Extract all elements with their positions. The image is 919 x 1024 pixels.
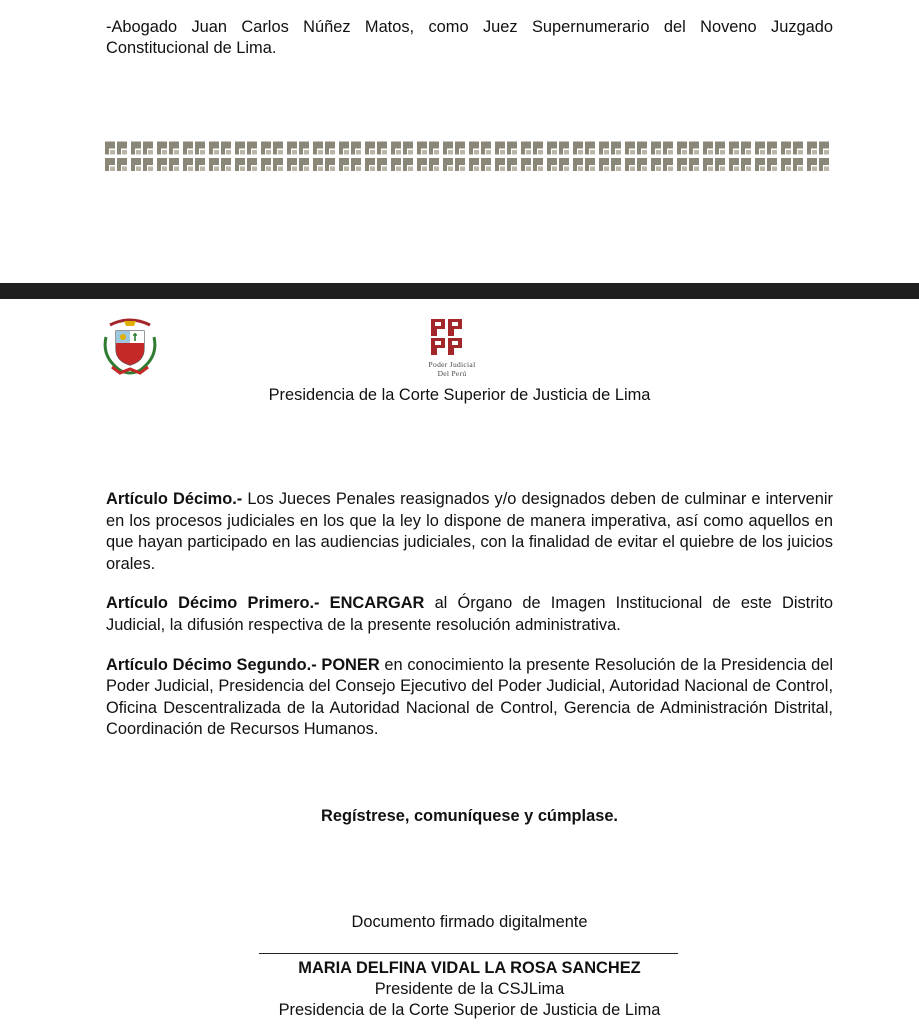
signature-line: [259, 953, 678, 954]
article-label: Artículo Décimo Primero.-: [106, 594, 320, 613]
coat-of-arms-icon: [102, 317, 158, 377]
signatory-role: Presidente de la CSJLima: [374, 980, 565, 998]
page1-paragraph: -Abogado Juan Carlos Núñez Matos, como Juez Supernumerario del Noveno Juzgado Constitucional de Lima.: [106, 18, 833, 57]
page-separator: [0, 283, 919, 299]
article-label: Artículo Décimo Segundo.-: [106, 655, 317, 674]
poder-judicial-caption: [412, 360, 492, 378]
pj-pattern-band: [104, 140, 833, 173]
article-decimo: [106, 489, 833, 575]
articles-section: [106, 489, 833, 759]
article-keyword: PONER: [316, 655, 380, 674]
article-text: Los Jueces Penales reasignados y/o designados deben de culminar e intervenir en los procesos judiciales en los que la ley lo dispone de manera imperativa, así como aquellos en que hayan participado en las audiencias judiciales, con la finalidad de evitar el quiebre de los juicios orales.: [106, 490, 834, 573]
article-text: en conocimiento la presente Resolución de la Presidencia del Poder Judicial, Presidencia del Consejo Ejecutivo del Poder Judicial, Autoridad Nacional de Control, Oficina Descentralizada de la Autoridad Nacional de Control, Gerencia de Administración Distrital, Coordinación de Recursos Humanos.: [106, 655, 833, 739]
signatory-name: MARIA DELFINA VIDAL LA ROSA SANCHEZ: [298, 959, 641, 977]
article-keyword: ENCARGAR: [319, 594, 425, 613]
article-decimo-segundo: [106, 655, 833, 741]
logo-caption-line1: Poder Judicial: [428, 360, 476, 369]
logo-caption-line2: Del Perú: [437, 369, 467, 378]
signatory-office: Presidencia de la Corte Superior de Justicia de Lima: [278, 1001, 661, 1019]
closing-formula: Regístrese, comuníquese y cúmplase.: [321, 807, 618, 825]
article-text: al Órgano de Imagen Institucional de este Distrito Judicial, la difusión respectiva de la presente resolución administrativa.: [106, 594, 833, 634]
article-label: Artículo Décimo.-: [106, 490, 243, 508]
poder-judicial-logo-icon: [430, 318, 464, 356]
digital-signature-note: Documento firmado digitalmente: [351, 913, 588, 931]
header-title: Presidencia de la Corte Superior de Justicia de Lima: [268, 386, 651, 404]
signature-block: [0, 958, 919, 1021]
article-decimo-primero: [106, 593, 833, 636]
